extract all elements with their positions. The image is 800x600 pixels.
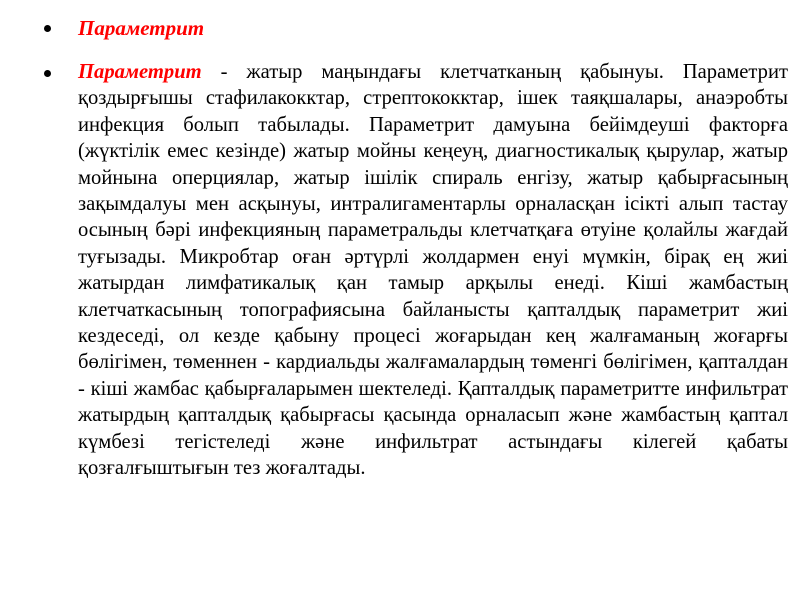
body-paragraph — [78, 59, 788, 482]
bullet-list — [0, 14, 800, 482]
bullet-item-title — [0, 14, 800, 42]
body-lead-term: Параметрит — [78, 61, 202, 83]
body-text: - жатыр маңындағы клетчатканың қабынуы. Параметрит қоздырғышы стафилакокктар, стрептококктар, ішек таяқшалары, анаэробты инфекция болып табылады. Параметрит дамуына бейімдеуші факторға (жүктілік емес кезінде) жатыр мойны кеңеуң, диагностикалық қырулар, жатыр мойнына оперциялар, жатыр ішілік спираль енгізу, жатыр қабырғасының зақымдалуы мен асқынуы, интралигаментарлы орналасқан ісікті алып тастау осының бәрі инфекцияның параметральды клетчатқаға өтуіне қолайлы жағдай туғызады. Микробтар оған әртүрлі жолдармен енуі мүмкін, бірақ ең жиі жатырдан лимфатикалық қан тамыр арқылы енеді. Кіші жамбастың клетчаткасының топографиясына байланысты қапталдық параметрит жиі кездеседі, ол кезде қабыну процесі жоғарыдан кең жалғаманың жоғарғы бөлігімен, төменнен - кардиальды жалғамалардың төменгі бөлігімен, қапталдан - кіші жамбас қабырғаларымен шектеледі. Қапталдық параметритте инфильтрат жатырдың қапталдық қабырғасы қасында орналасып және жамбастың қаптал күмбезі тегістеледі және инфильтрат астындағы кілегей қабаты қозғалғыштығын тез жоғалтады. — [78, 61, 788, 480]
bullet-dot-icon — [44, 25, 51, 32]
bullet-dot-icon — [44, 70, 51, 77]
bullet-item-body — [0, 59, 800, 482]
slide-heading: Параметрит — [78, 16, 205, 40]
